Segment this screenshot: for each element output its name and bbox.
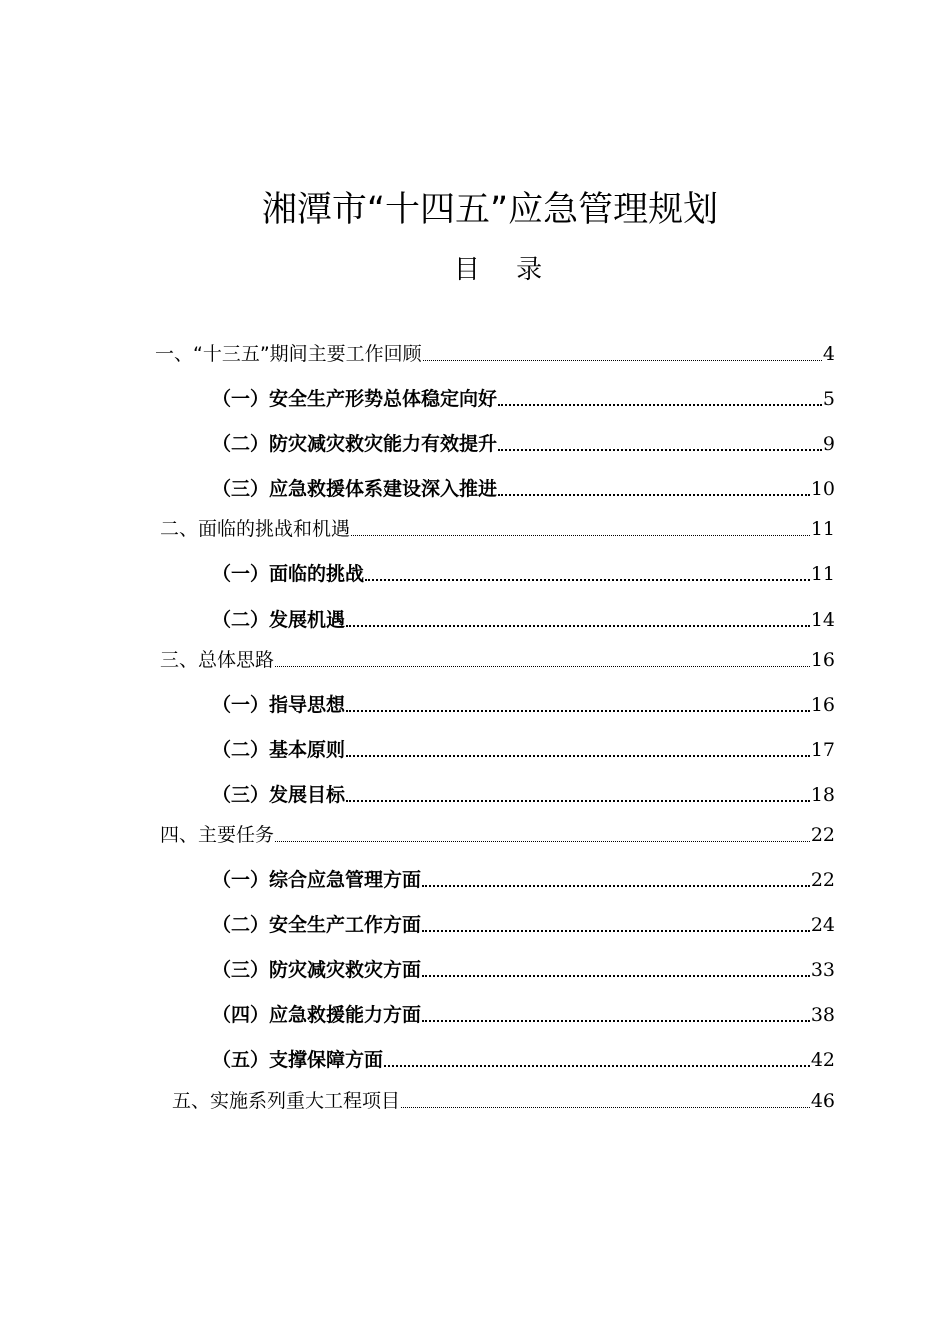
toc-leader	[422, 1020, 810, 1022]
toc-entry-label: 二、面临的挑战和机遇	[160, 518, 351, 540]
toc-entry-page: 16	[810, 694, 835, 716]
toc-entry-label: （一）安全生产形势总体稳定向好	[212, 388, 498, 410]
toc-entry-page: 38	[810, 1004, 835, 1026]
toc-entry[interactable]	[212, 474, 835, 504]
toc-entry[interactable]	[212, 955, 835, 985]
toc-entry-page: 46	[810, 1090, 835, 1112]
toc-leader	[422, 885, 810, 887]
toc-entry-label: （三）应急救援体系建设深入推进	[212, 478, 498, 500]
toc-leader	[275, 841, 810, 842]
toc-entry-page: 11	[810, 563, 835, 585]
toc-entry-label: （三）发展目标	[212, 784, 346, 806]
toc-entry-label: 四、主要任务	[160, 824, 275, 846]
toc-entry[interactable]	[160, 514, 835, 544]
toc-entry-label: （一）指导思想	[212, 694, 346, 716]
toc-entry-page: 16	[810, 649, 835, 671]
toc-entry-page: 10	[810, 478, 835, 500]
toc-leader	[346, 625, 810, 627]
toc-entry-page: 4	[822, 343, 835, 365]
toc-entry[interactable]	[212, 690, 835, 720]
toc-entry[interactable]	[212, 429, 835, 459]
toc-entry-page: 24	[810, 914, 835, 936]
toc-entry[interactable]	[212, 910, 835, 940]
toc-entry[interactable]	[212, 384, 835, 414]
toc-entry-label: （一）综合应急管理方面	[212, 869, 422, 891]
toc-leader	[422, 975, 810, 977]
toc-leader	[498, 449, 822, 451]
toc-leader	[498, 494, 810, 496]
toc-entry-page: 18	[810, 784, 835, 806]
toc-entry-page: 42	[810, 1049, 835, 1071]
toc-entry[interactable]	[155, 339, 835, 369]
toc-entry[interactable]	[160, 645, 835, 675]
toc-entry[interactable]	[172, 1086, 835, 1116]
toc-entry-label: （二）安全生产工作方面	[212, 914, 422, 936]
toc-entry-label: 五、实施系列重大工程项目	[172, 1090, 401, 1112]
toc-entry[interactable]	[212, 780, 835, 810]
toc-entry-label: （一）面临的挑战	[212, 563, 365, 585]
toc-entry[interactable]	[160, 820, 835, 850]
toc-entry-page: 9	[822, 433, 835, 455]
toc-heading: 目 录	[453, 255, 557, 285]
toc-entry-page: 17	[810, 739, 835, 761]
toc-leader	[384, 1065, 810, 1067]
toc-leader	[498, 404, 822, 406]
toc-entry[interactable]	[212, 1000, 835, 1030]
document-title: 湘潭市“十四五”应急管理规划	[261, 190, 719, 231]
toc-leader	[423, 360, 822, 361]
toc-entry-page: 5	[822, 388, 835, 410]
toc-entry[interactable]	[212, 865, 835, 895]
toc-entry-page: 33	[810, 959, 835, 981]
toc-leader	[346, 755, 810, 757]
toc-leader	[346, 710, 810, 712]
toc-entry[interactable]	[212, 605, 835, 635]
toc-entry-page: 11	[810, 518, 835, 540]
toc-entry-label: （二）防灾减灾救灾能力有效提升	[212, 433, 498, 455]
toc-entry[interactable]	[212, 735, 835, 765]
toc-leader	[401, 1107, 810, 1108]
toc-entry-label: （三）防灾减灾救灾方面	[212, 959, 422, 981]
toc-entry-label: （五）支撑保障方面	[212, 1049, 384, 1071]
toc-entry-page: 22	[810, 869, 835, 891]
toc-entry[interactable]	[212, 1045, 835, 1075]
toc-entry-label: （二）发展机遇	[212, 609, 346, 631]
toc-entry-page: 22	[810, 824, 835, 846]
toc-leader	[351, 535, 810, 536]
toc-entry-label: （二）基本原则	[212, 739, 346, 761]
toc-leader	[422, 930, 810, 932]
toc-leader	[275, 666, 810, 667]
toc-leader	[346, 800, 810, 802]
toc-entry-page: 14	[810, 609, 835, 631]
toc-entry-label: 一、“十三五”期间主要工作回顾	[155, 343, 422, 365]
toc-entry-label: （四）应急救援能力方面	[212, 1004, 422, 1026]
toc-leader	[365, 579, 810, 581]
toc-entry-label: 三、总体思路	[160, 649, 275, 671]
toc-entry[interactable]	[212, 559, 835, 589]
